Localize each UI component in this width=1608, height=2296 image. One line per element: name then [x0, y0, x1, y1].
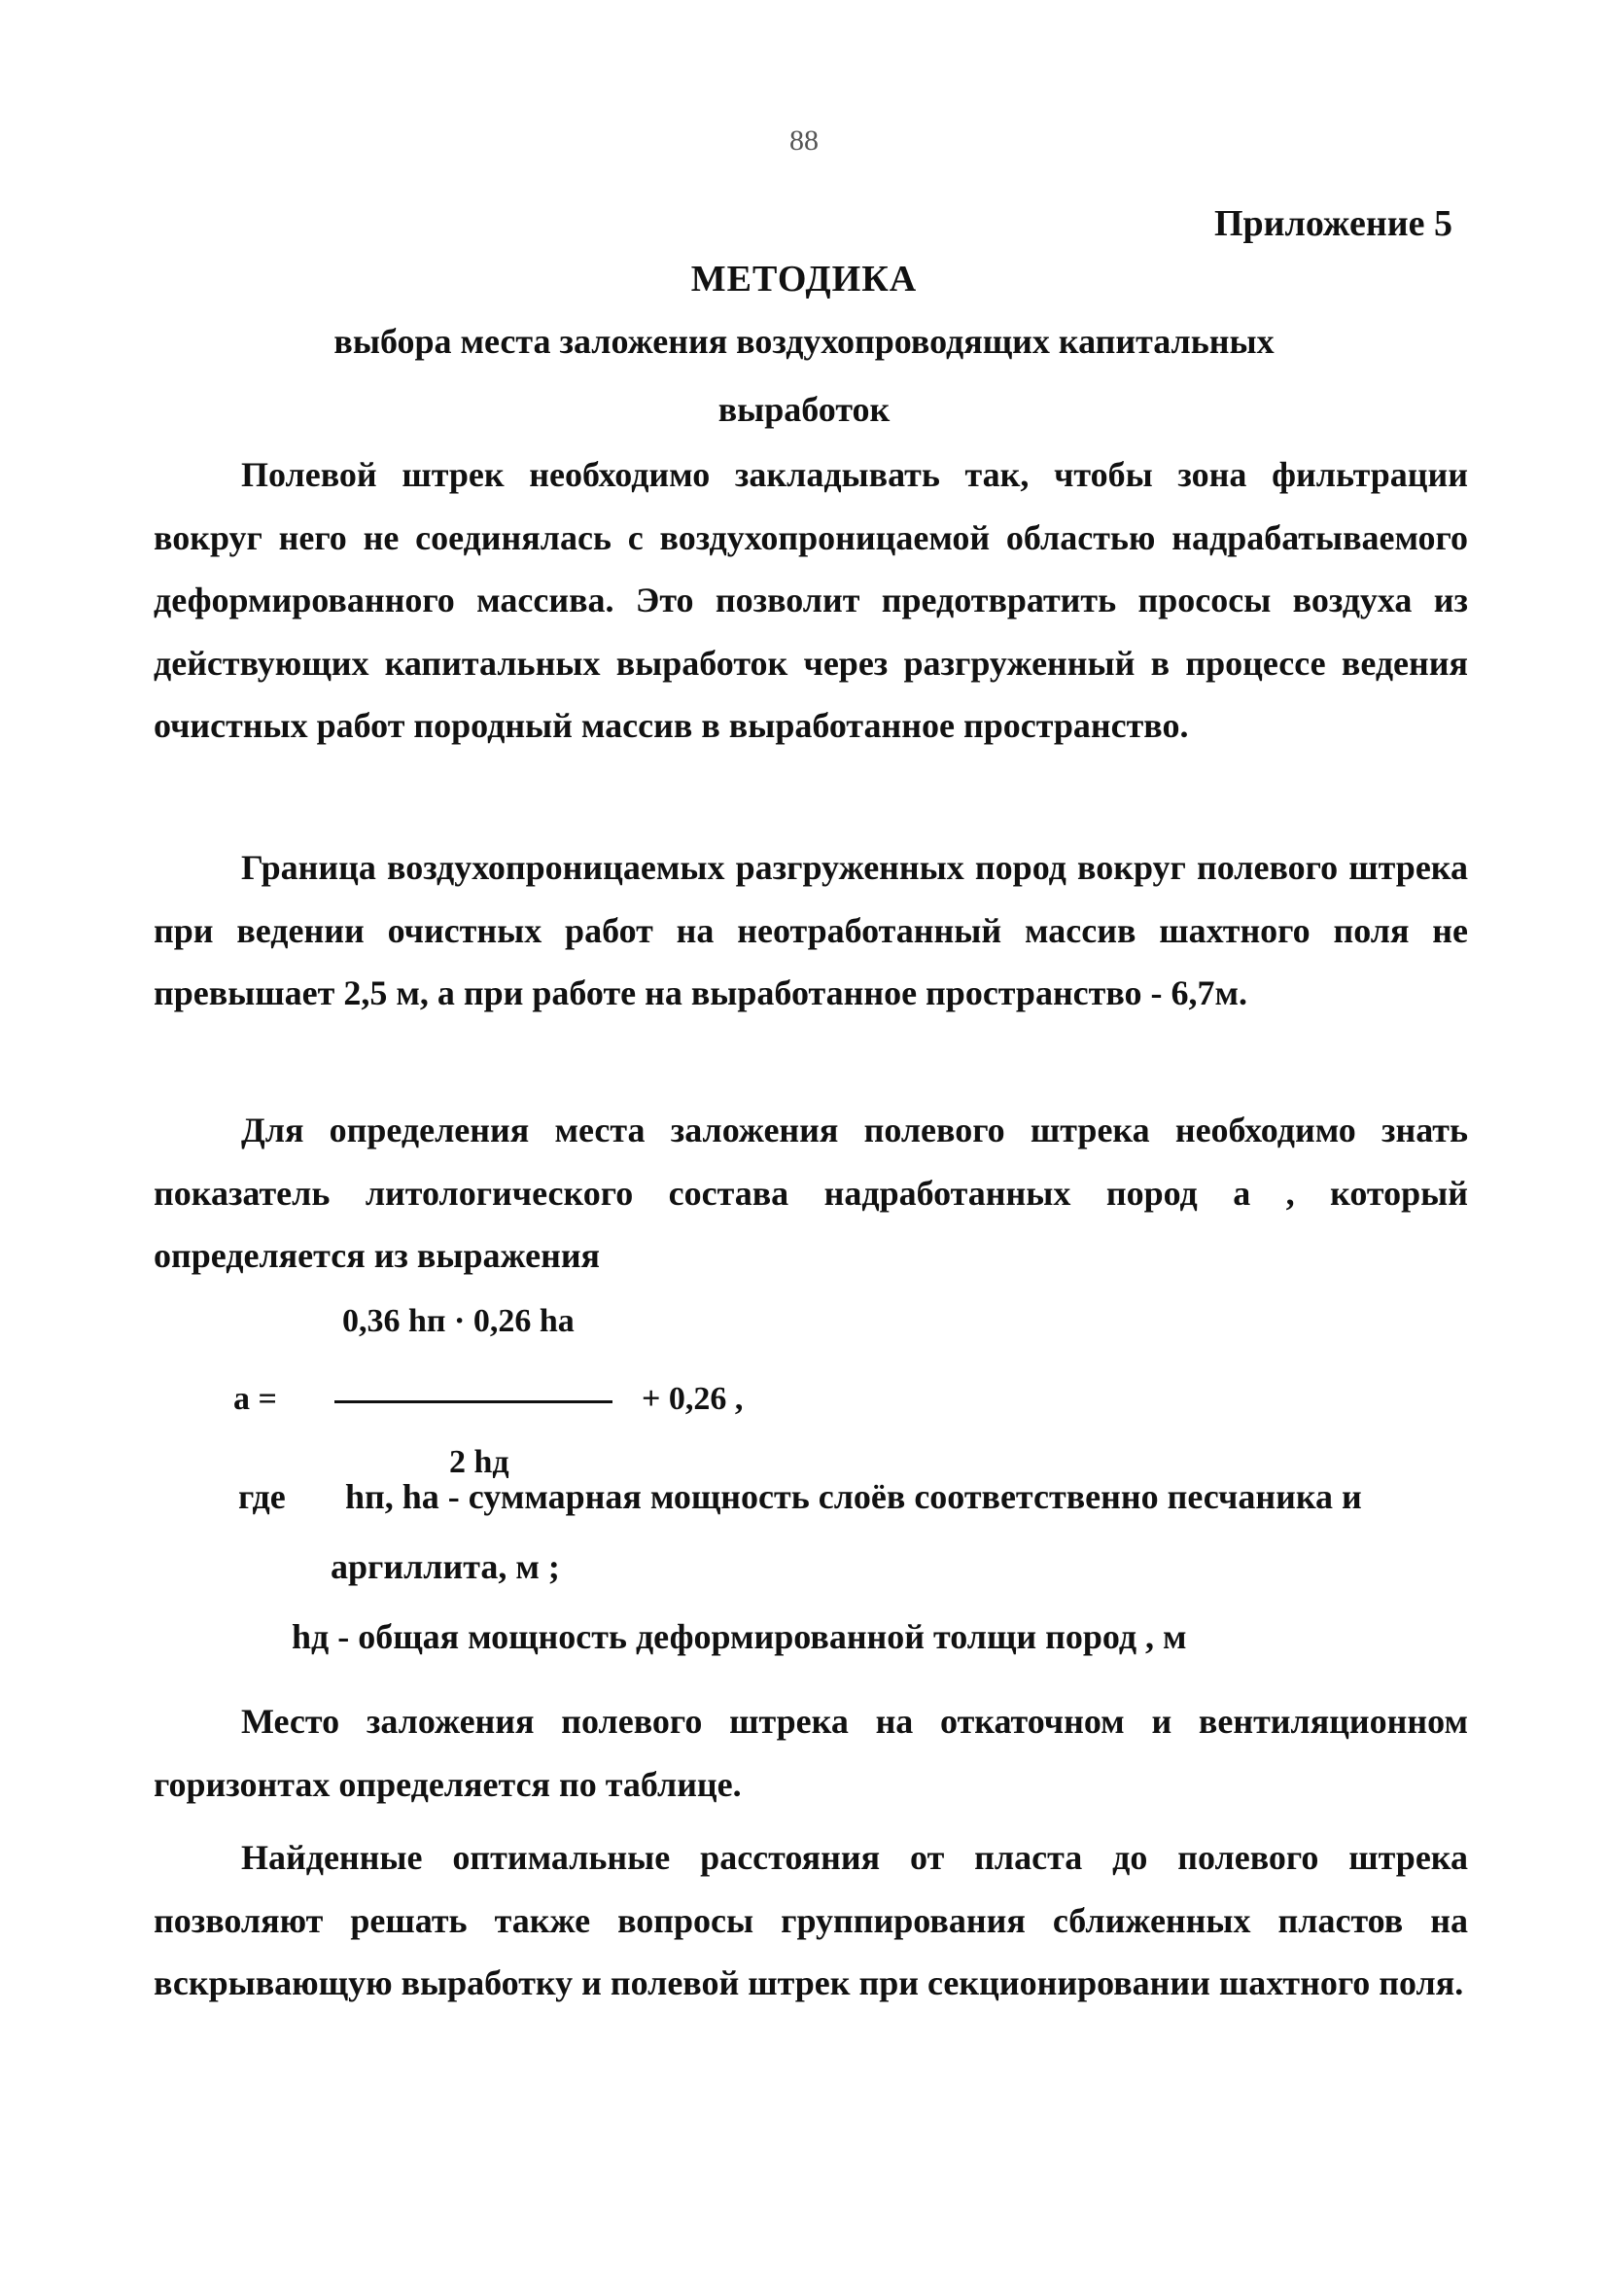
- document-title: МЕТОДИКА: [690, 259, 918, 300]
- formula-rhs: + 0,26 ,: [642, 1381, 744, 1417]
- paragraph-5-text: Найденные оптимальные расстояния от пласта до полевого штрека позволяют решать также вопросы группирования сближенных пластов на вскрывающую выработку и полевой штрек при секционировании шахтного поля.: [154, 1838, 1468, 2002]
- paragraph-2-text: Граница воздухопроницаемых разгруженных пород вокруг полевого штрека при ведении очистных работ на неотработанный массив шахтного поля не превышает 2,5 м, а при работе на выработанное пространство - 6,7м.: [154, 848, 1468, 1012]
- formula-lhs: а =: [233, 1381, 277, 1417]
- paragraph-1-text: Полевой штрек необходимо закладывать так, чтобы зона фильтрации вокруг него не соединялась с воздухопроницаемой областью надрабатываемого деформированного массива. Это позволит предотвратить прососы воздуха из действующих капитальных выработок через разгруженный в процессе ведения очистных работ породный массив в выработанное пространство.: [154, 455, 1468, 745]
- document-subtitle-line-1: выбора места заложения воздухопроводящих капитальных: [333, 322, 1275, 361]
- document-subtitle-line-2: выработок: [717, 390, 891, 429]
- definitions-where-label: где: [238, 1477, 286, 1516]
- definition-1-symbols: hп, hа: [345, 1477, 439, 1516]
- appendix-label: Приложение 5: [1213, 203, 1452, 244]
- definition-1-line-2: аргиллита, м ;: [331, 1547, 560, 1586]
- paragraph-5: [154, 1826, 1468, 2015]
- definition-2-symbol: hд: [292, 1617, 330, 1656]
- paragraph-4: [154, 1690, 1468, 1816]
- page-number: 88: [789, 124, 819, 157]
- formula-fraction-bar: [334, 1400, 612, 1403]
- definition-2: [292, 1616, 1187, 1657]
- paragraph-3-text: Для определения места заложения полевого штрека необходимо знать показатель литологического состава надработанных пород а , который определяется из выражения: [154, 1111, 1468, 1275]
- paragraph-1: [154, 443, 1468, 758]
- paragraph-4-text: Место заложения полевого штрека на откаточном и вентиляционном горизонтах определяется по таблице.: [154, 1702, 1468, 1804]
- definition-2-text: - общая мощность деформированной толщи пород , м: [337, 1617, 1187, 1656]
- paragraph-2: [154, 836, 1468, 1025]
- definition-1-line-1: [345, 1476, 1362, 1517]
- paragraph-3: [154, 1099, 1468, 1288]
- formula: [233, 1303, 817, 1498]
- formula-denominator: 2 hд: [449, 1444, 509, 1480]
- definition-1-text-a: - суммарная мощность слоёв соответственно песчаника и: [447, 1477, 1362, 1516]
- formula-numerator: 0,36 hп · 0,26 hа: [342, 1303, 575, 1339]
